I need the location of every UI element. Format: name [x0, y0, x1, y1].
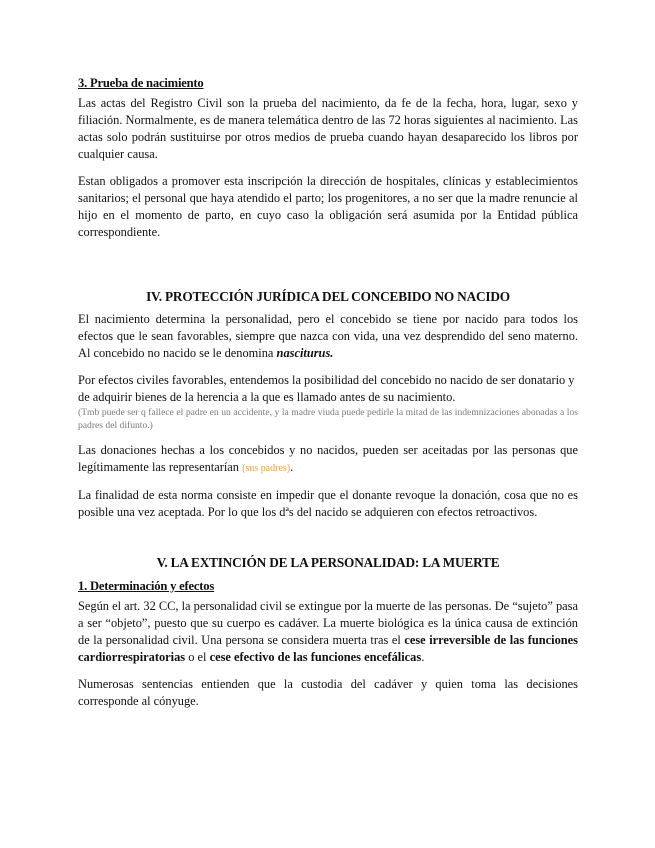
subsection-heading-determinacion: 1. Determinación y efectos — [78, 579, 215, 593]
paragraph-finalidad-norma: La finalidad de esta norma consiste en impedir que el donante revoque la donación, cosa que no es posible una vez aceptada. Por lo que los dªs del nacido se adquieren con efectos retroactivos. — [78, 488, 578, 519]
section-heading-prueba-nacimiento: 3. Prueba de nacimiento — [78, 76, 204, 90]
bold-cese-cardio: cese irreversible de las funciones cardiorrespiratorias — [78, 633, 578, 664]
section-heading-proteccion-concebido: IV. PROTECCIÓN JURÍDICA DEL CONCEBIDO NO NACIDO — [146, 289, 510, 304]
bold-cese-encefalicas: cese efectivo de las funciones encefálicas — [209, 650, 422, 664]
term-nasciturus: nasciturus. — [276, 346, 334, 360]
paragraph-end: . — [290, 460, 294, 474]
paragraph-text: Según el art. 32 CC, la personalidad civil se extingue por la muerte de las personas. De “sujeto” pasa a ser “objeto”, puesto que su cuerpo es cadáver. La muerte biológica es la única causa de extinción de la personalidad civil. Una persona se considera muerta tras el — [78, 599, 578, 647]
paragraph-donaciones — [78, 442, 578, 477]
paragraph-mid: o el — [185, 650, 210, 664]
section-heading-extincion-personalidad: V. LA EXTINCIÓN DE LA PERSONALIDAD: LA MUERTE — [156, 555, 500, 570]
paragraph-custodia-cadaver: Numerosas sentencias entienden que la custodia del cadáver y quien toma las decisiones corresponde al cónyuge. — [78, 677, 578, 708]
document-page — [78, 76, 578, 710]
paragraph-actas-registro: Las actas del Registro Civil son la prueba del nacimiento, da fe de la fecha, hora, lugar, sexo y filiación. Normalmente, es de manera telemática dentro de las 72 horas siguientes al nacimiento. Las actas solo podrán sustituirse por otros medios de prueba cuando hayan desaparecido los libros por cualquier causa. — [78, 96, 578, 161]
paragraph-end: . — [421, 650, 425, 664]
paragraph-efectos-favorables: Por efectos civiles favorables, entendemos la posibilidad del concebido no nacido de ser donatario y de adquirir bienes de la herencia a la que es llamado antes de su nacimiento. — [78, 373, 575, 404]
paragraph-art32 — [78, 598, 578, 666]
paragraph-text: Las donaciones hechas a los concebidos y no nacidos, pueden ser aceitadas por las personas que legítimamente las representarían — [78, 443, 578, 474]
paragraph-text: El nacimiento determina la personalidad, pero el concebido se tiene por nacido para todos los efectos que le sean favorables, siempre que nazca con vida, una vez desprendido del seno materno. Al concebido no nacido se le denomina — [78, 312, 578, 360]
annotation-sus-padres: (sus padres) — [242, 463, 291, 474]
annotation-note-padre: (Tmb puede ser q fallece el padre en un accidente, y la madre viuda puede pedirle la mitad de las indemnizaciones abonadas a los padres del difunto.) — [78, 407, 578, 431]
paragraph-obligados-inscripcion: Estan obligados a promover esta inscripción la dirección de hospitales, clínicas y establecimientos sanitarios; el personal que haya atendido el parto; los progenitores, a no ser que la madre renuncie al hijo en el momento de parto, en cuyo caso la obligación será asumida por la Entidad pública correspondiente. — [78, 174, 578, 239]
paragraph-nacimiento-personalidad — [78, 311, 578, 362]
